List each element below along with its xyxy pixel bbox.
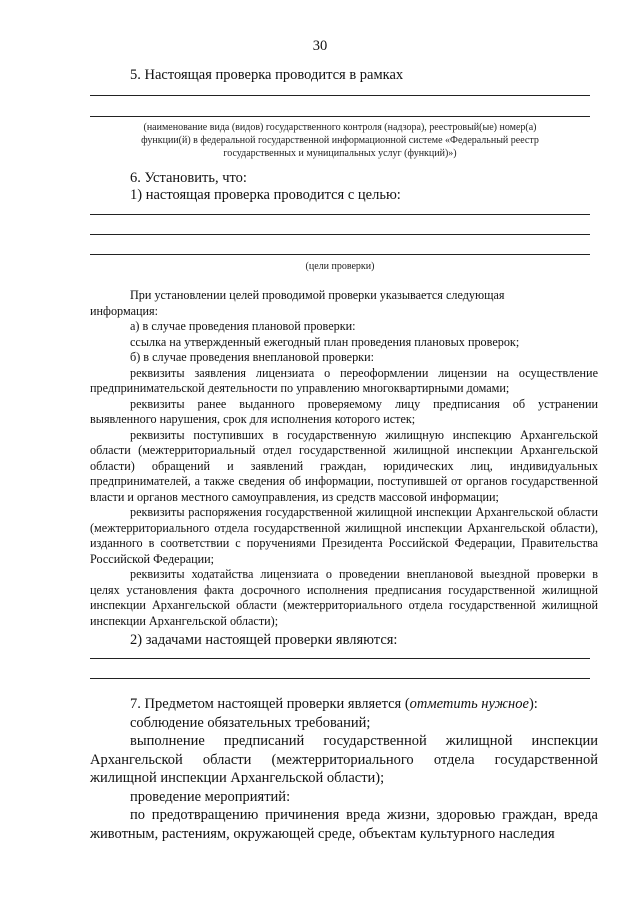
planned-check-text: ссылка на утвержденный ежегодный план проведения плановых проверок;	[130, 334, 520, 349]
section6-caption: (цели проверки)	[305, 261, 375, 272]
section7-item: по предотвращению причинения вреда жизни, здоровью граждан, вреда животным, растениям, окружающей среде, объектам культурного наследия	[90, 807, 598, 842]
caption-line: государственных и муниципальных услуг (функций)»)	[223, 148, 457, 159]
page-number: 30	[312, 38, 328, 54]
planned-check-label: а) в случае проведения плановой проверки:	[130, 319, 356, 333]
section7-title-prefix: 7. Предметом настоящей проверки является (	[130, 696, 410, 712]
unplanned-paragraph: реквизиты заявления лицензиата о переоформлении лицензии на осуществление предпринимательской деятельности по управлению многоквартирными домами;	[90, 365, 598, 395]
fill-line	[90, 234, 590, 235]
section7-item: проведение мероприятий:	[130, 788, 291, 805]
fill-line	[90, 116, 590, 117]
section7-title-suffix: ):	[528, 696, 538, 712]
section7-item: выполнение предписаний государственной жилищной инспекции Архангельской области (межтерриториального отдела государственной жилищной инспекции Архангельской области);	[90, 733, 598, 786]
caption-line: функции(й) в федеральной государственной информационной системе «Федеральный реестр	[141, 135, 539, 146]
section7-item: соблюдение обязательных требований;	[130, 714, 371, 731]
section5-title: 5. Настоящая проверка проводится в рамках	[130, 67, 404, 83]
goals-info-block	[90, 288, 598, 629]
unplanned-paragraph: реквизиты ходатайства лицензиата о проведении внеплановой выездной проверки в целях установления факта досрочного исполнения предписания государственной жилищной инспекции Архангельской области (межтерриториального отдела государственной жилищной инспекции Архангельской области);	[90, 567, 598, 628]
section7-title	[90, 695, 598, 714]
section7-block	[90, 695, 598, 843]
section6-item2: 2) задачами настоящей проверки являются:	[130, 632, 398, 648]
fill-line	[90, 95, 590, 96]
unplanned-check-label: б) в случае проведения внеплановой проверки:	[130, 350, 375, 364]
section7-title-italic: отметить нужное	[409, 696, 529, 712]
caption-line: (наименование вида (видов) государственного контроля (надзора), реестровый(ые) номер(а)	[143, 122, 537, 133]
section5-caption	[90, 121, 590, 160]
info-intro-line: При установлении целей проводимой проверки указывается следующая	[130, 288, 505, 302]
fill-line	[90, 214, 590, 215]
info-intro-line: информация:	[90, 303, 159, 318]
fill-line	[90, 658, 590, 659]
section6-item1: 1) настоящая проверка проводится с целью:	[130, 187, 401, 203]
section6-title: 6. Установить, что:	[130, 170, 247, 186]
unplanned-paragraph: реквизиты ранее выданного проверяемому лицу предписания об устранении выявленного нарушения, срок для исполнения которого истек;	[90, 396, 598, 426]
fill-line	[90, 678, 590, 679]
fill-line	[90, 254, 590, 255]
unplanned-paragraph: реквизиты поступивших в государственную жилищную инспекцию Архангельской области (межтерриториальный отдел государственной жилищной инспекции Архангельской области) обращений и заявлений граждан, юридических лиц, индивидуальных предпринимателей, а также сведения об информации, поступившей от органов государственной власти и органов местного самоуправления, из средств массовой информации;	[90, 427, 598, 504]
unplanned-paragraph: реквизиты распоряжения государственной жилищной инспекции Архангельской области (межтерриториального отдела государственной жилищной инспекции Архангельской области), изданного в соответствии с поручениями Президента Российской Федерации, Правительства Российской Федерации;	[90, 505, 598, 566]
